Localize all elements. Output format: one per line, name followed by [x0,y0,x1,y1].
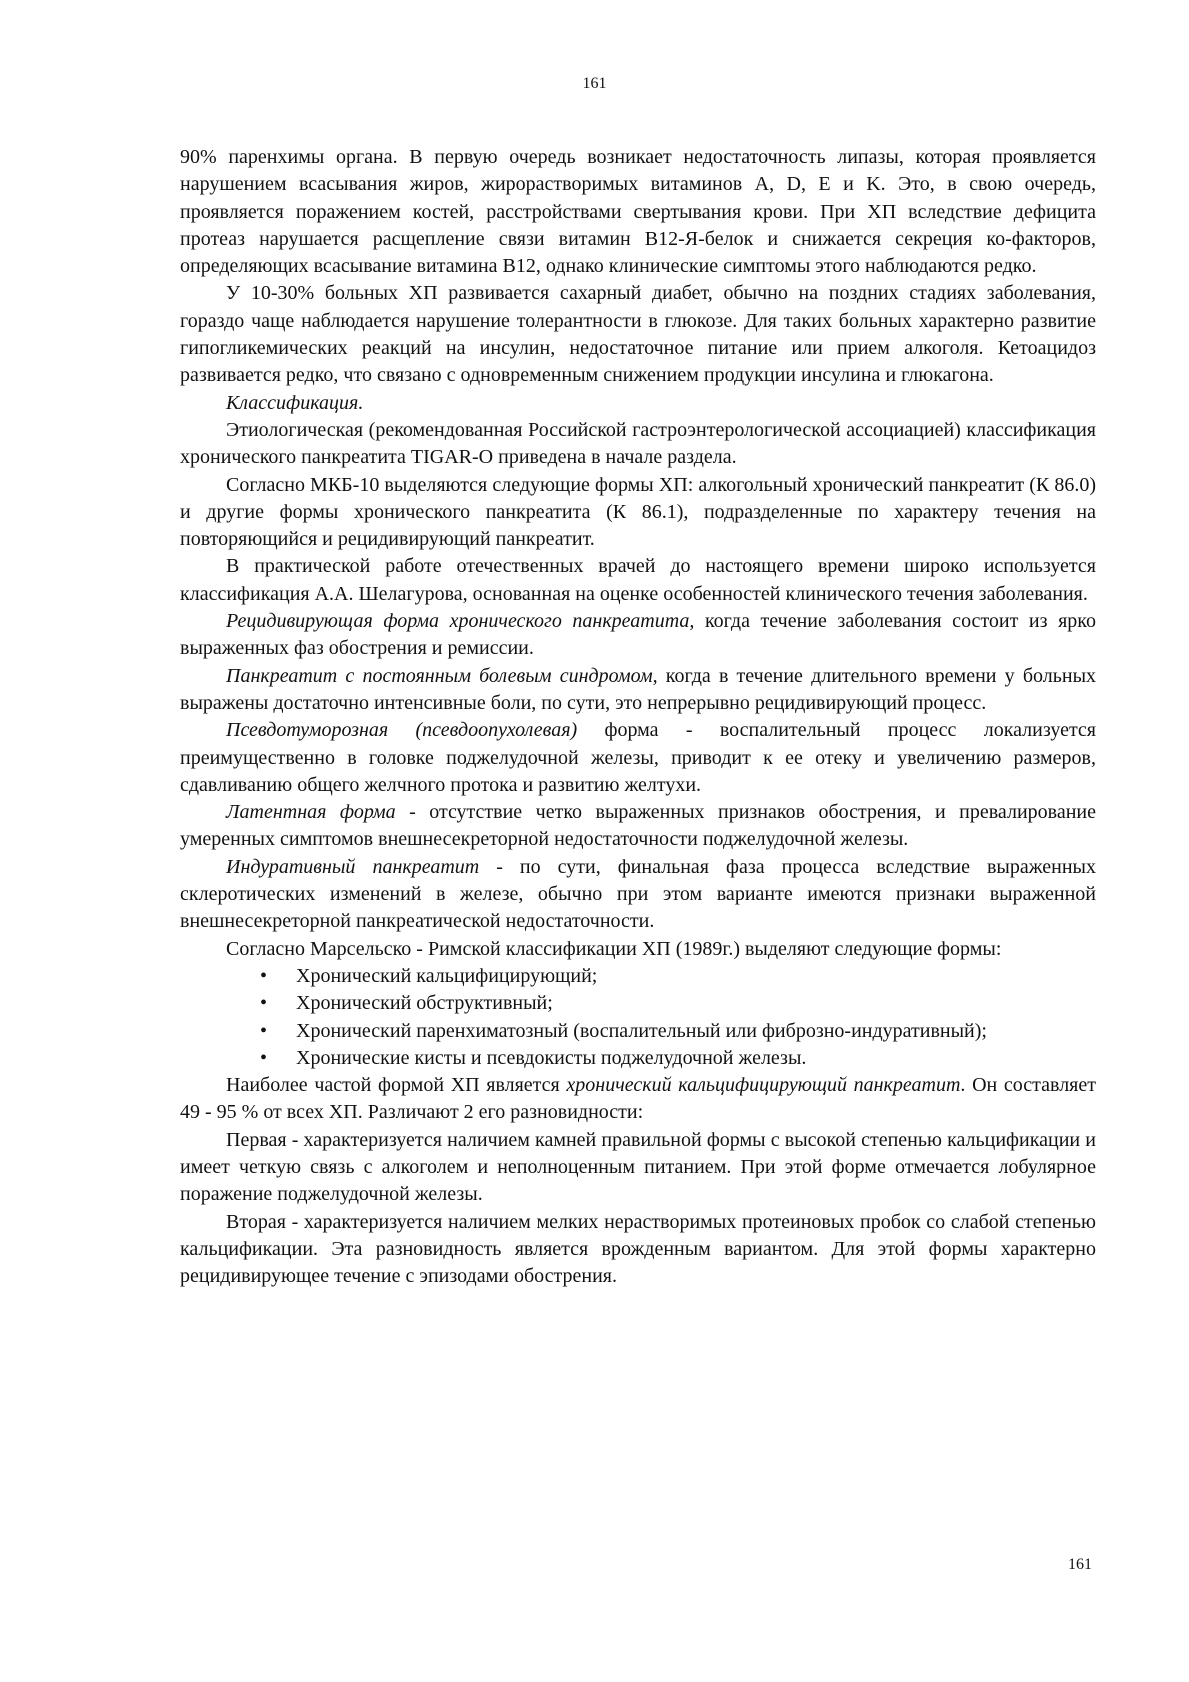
paragraph-pseudotumor-text: форма - воспалительный процесс локализуется преимущественно в головке поджелудочной железы, приводит к ее отеку и увеличению размеров, сдавливанию общего желчного протока и развитию желтухи. [180,719,1097,796]
paragraph-latent-text: - отсутствие четко выраженных признаков обострения, и превалирование умеренных симптомов внешнесекреторной недостаточности поджелудочной железы. [180,801,1096,851]
paragraph-marseille-rome: Согласно Марсельско - Римской классификации ХП (1989г.) выделяют следующие формы: [226,937,1002,960]
forms-list [180,963,1096,1072]
paragraph-pain-syndrome-text: когда в течение длительного времени у больных выражены достаточно интенсивные боли, по сути, это непрерывно рецидивирующий процесс. [180,664,1097,714]
paragraph-lipase-deficiency: 90% паренхимы органа. В первую очередь возникает недостаточность липазы, которая проявляется нарушением всасывания жиров, жирорастворимых витаминов А, D, Е и K. Это, в свою очередь, проявляется поражением костей, расстройствами свертывания крови. При ХП вследствие дефицита протеаз нарушается расщепление связи витамин В12-Я-белок и снижается секреция ко-факторов, определяющих всасывание витамина В12, однако клинические симптомы этого наблюдаются редко. [180,146,1096,278]
term-calcifying: хронический кальцифицирующий панкреатит [566,1074,961,1097]
paragraph-tigar-o: Этиологическая (рекомендованная Российской гастроэнтерологической ассоциацией) классификация хронического панкреатита TIGAR-O приведена в начале раздела. [180,418,1096,469]
list-item-text: Хронические кисты и псевдокисты поджелудочной железы. [296,1046,807,1069]
paragraph-indurative [180,854,1096,936]
paragraph-calcifying-text: . Он составляет 49 - 95 % от всех ХП. Различают 2 его разновидности: [180,1074,1096,1124]
list-item-text: Хронический кальцифицирующий; [296,964,598,987]
term-pseudotumor: Псевдотуморозная (псевдоопухолевая) [226,719,578,742]
paragraph-first-variant: Первая - характеризуется наличием камней правильной формы с высокой степенью кальцификации и имеет четкую связь с алкоголем и неполноценным питанием. При этой форме отмечается лобулярное поражение поджелудочной железы. [180,1128,1096,1206]
bullet-icon: • [260,1019,268,1042]
list-item [260,963,1096,990]
paragraph-recurrent-form [180,608,1096,663]
heading-classification: Классификация. [226,391,364,414]
list-item [260,990,1096,1017]
list-item-text: Хронический паренхиматозный (воспалительный или фиброзно-индуративный); [296,1019,987,1042]
paragraph-calcifying-start: Наиболее частой формой ХП является [226,1074,567,1097]
term-indurative: Индуративный панкреатит [226,855,480,878]
bullet-icon: • [260,964,268,987]
paragraph-diabetes: У 10-30% больных ХП развивается сахарный диабет, обычно на поздних стадиях заболевания, гораздо чаще наблюдается нарушение толерантности в глюкозе. Для таких больных характерно развитие гипогликемических реакций на инсулин, недостаточное питание или прием алкоголя. Кетоацидоз развивается редко, что связано с одновременным снижением продукции инсулина и глюкагона. [180,282,1096,387]
bullet-icon: • [260,992,268,1015]
term-latent: Латентная форма [226,801,396,824]
list-item [260,1018,1096,1045]
page-number-bottom: 161 [1068,1556,1092,1573]
paragraph-shelagurov: В практической работе отечественных врачей до настоящего времени широко используется классификация А.А. Шелагурова, основанная на оценке особенностей клинического течения заболевания. [180,555,1096,605]
list-item [260,1045,1096,1072]
paragraph-icd10: Согласно МКБ-10 выделяются следующие формы ХП: алкогольный хронический панкреатит (К 86.0) и другие формы хронического панкреатита (К 86.1), подразделенные по характеру течения на повторяющийся и рецидивирующий панкреатит. [180,473,1096,551]
term-pain-syndrome: Панкреатит с постоянным болевым синдромом, [226,664,658,687]
term-recurrent-form: Рецидивирующая форма хронического панкреатита, [226,610,695,633]
paragraph-pain-syndrome [180,663,1096,718]
paragraph-indurative-text: - по сути, финальная фаза процесса вследствие выраженных склеротических изменений в железе, обычно при этом варианте имеются признаки выраженной внешнесекреторной панкреатической недостаточности. [180,855,1096,933]
page-number-top: 161 [582,75,607,92]
paragraph-recurrent-form-text: когда течение заболевания состоит из ярко выраженных фаз обострения и ремиссии. [180,610,1096,660]
document-body [180,144,1096,1290]
bullet-icon: • [260,1046,268,1069]
paragraph-calcifying [180,1072,1096,1127]
paragraph-second-variant: Вторая - характеризуется наличием мелких нерастворимых протеиновых пробок со слабой степенью кальцификации. Эта разновидность является врожденным вариантом. Для этой формы характерно рецидивирующее течение с эпизодами обострения. [180,1210,1096,1288]
list-item-text: Хронический обструктивный; [296,992,553,1015]
paragraph-pseudotumor [180,717,1096,799]
paragraph-latent [180,799,1096,854]
